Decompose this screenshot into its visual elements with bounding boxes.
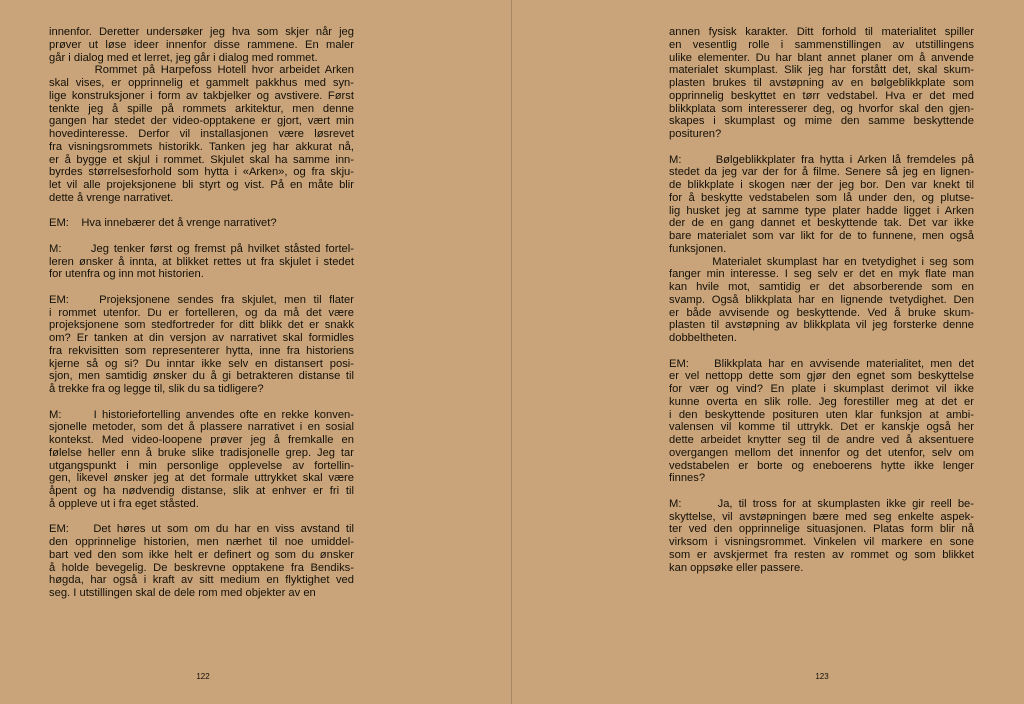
text-line: dobbeltheten. xyxy=(669,332,737,344)
paragraph-gap xyxy=(49,396,354,409)
text-line: opprinnelig beskyttet en tørr vedstabel. Hva er det med xyxy=(669,89,974,102)
page-gutter xyxy=(511,0,512,704)
text-line: Materialet skumplast har en tvetydighet i seg som xyxy=(669,255,974,268)
right-page-number: 123 xyxy=(815,672,829,681)
text-line: å oppleve ut i fra eget ståsted. xyxy=(49,497,199,510)
text-line: ter ved den opprinnelige situasjonen. Platas form blir nå xyxy=(669,523,974,536)
text-line: plasten til avstøpning av blikkplata vil jeg forsterke denne xyxy=(669,319,974,332)
right-page xyxy=(513,0,1024,704)
paragraph-gap xyxy=(49,230,354,243)
paragraph-gap xyxy=(49,205,354,218)
text-line: tenkte jeg å spille på rommets arkitektur, men denne xyxy=(49,102,354,115)
text-line: kontekst. Med video-loopene prøver jeg å fremkalle en xyxy=(49,434,354,446)
text-line: let vil alle projeksjonene bli styrt og vist. På en måte blir xyxy=(49,179,354,191)
text-line: skapes i skumplast og mime den samme beskyttende xyxy=(669,115,974,128)
text-line: seg. I utstillingen skal de dele rom med objekter av en xyxy=(49,587,316,599)
text-line: gangen har stedet der video-opptakene er gjort, vært min xyxy=(49,115,354,128)
paragraph-gap xyxy=(669,141,974,154)
text-line: skal vises, er opprinnelig et gammelt pakkhus med syn- xyxy=(49,77,354,89)
text-line: å trekke fra og legge til, slik du sa tidligere? xyxy=(49,383,264,395)
text-line: for vær og vind? En plate i skumplast derimot vil ikke xyxy=(669,383,974,395)
text-line: dette å vrenge narrativet. xyxy=(49,191,174,204)
paragraph-gap xyxy=(49,511,354,524)
text-line: vedstabelen er borte og eneboerens hytte ikke lenger xyxy=(669,459,974,472)
text-line: sjonelle metoder, som det å plassere narrativet i en sosial xyxy=(49,421,354,434)
left-page xyxy=(0,0,511,704)
text-line: kjerne så og si? Du inntar ikke selv en distansert posi- xyxy=(49,357,354,370)
left-page-text xyxy=(49,26,354,600)
text-line: kunne overta en slik rolle. Jeg forestiller meg at det er xyxy=(669,395,974,408)
text-line: fra rekvisitten som representerer hytta, inne fra historiens xyxy=(49,344,354,357)
text-line: kan oppsøke eller passere. xyxy=(669,561,804,574)
text-line: annen fysisk karakter. Ditt forhold til materialitet spiller xyxy=(669,26,974,38)
text-line: ulike elementer. Du har blant annet planer om å anvende xyxy=(669,51,974,64)
text-line: bart ved den som ikke helt er definert og som du ønsker xyxy=(49,548,354,561)
text-line: for utenfra og inn mot historien. xyxy=(49,268,204,281)
paragraph-gap xyxy=(669,485,974,498)
text-line: er vel nettopp dette som gjør den egnet som beskyttelse xyxy=(669,370,974,383)
text-line: dette arbeidet knytter seg til de andre ved å aksentuere xyxy=(669,434,974,446)
text-line: kan hvile mot, samtidig er det absorberende som en xyxy=(669,281,974,293)
text-line: materialet skumplast. Slik jeg har forstått det, skal skum- xyxy=(669,64,974,77)
text-line: plasten brukes til avstøpning av en bølgeblikkplate som xyxy=(669,77,974,89)
text-line: EM: Blikkplata har en avvisende materialitet, men det xyxy=(669,357,974,370)
text-line: overgangen mellom det innenfor og det utenfor, selv om xyxy=(669,446,974,459)
text-line: lig husket jeg at samme type plater hadde ligget i Arken xyxy=(669,204,974,217)
text-line: byrdes størrelsesforhold som hytta i «Arken», og fra skju- xyxy=(49,166,354,179)
text-line: M: Bølgeblikkplater fra hytta i Arken lå fremdeles på xyxy=(669,153,974,166)
text-line: om? Er tanken at din versjon av narrativet skal formidles xyxy=(49,332,354,344)
text-line: utgangspunkt i min personlige opplevelse av fortellin- xyxy=(49,459,354,472)
text-line: stedet da jeg var der for å filme. Senere så jeg en lignen- xyxy=(669,166,974,179)
text-line: åpent og ha nødvendig distanse, slik at enhver er fri til xyxy=(49,485,354,497)
paragraph-gap xyxy=(669,345,974,358)
text-line: bare materialet som var likt for de to funnene, men også xyxy=(669,230,974,242)
text-line: skyttelse, vil avstøpningen bære med seg enkelte aspek- xyxy=(669,510,974,523)
text-line: den opprinnelige historien, men nærhet til noe umiddel- xyxy=(49,536,354,548)
text-line: prøver ut løse ideer innenfor disse rammene. En maler xyxy=(49,38,354,51)
text-line: funksjonen. xyxy=(669,242,727,255)
text-line: som er avskjermet fra resten av rommet og som blikket xyxy=(669,548,974,561)
text-line: fra visningsrommets historikk. Tanken jeg har akkurat nå, xyxy=(49,140,354,153)
text-line: Rommet på Harpefoss Hotell hvor arbeidet Arken xyxy=(49,64,354,77)
right-page-text xyxy=(669,26,974,574)
text-line: høgda, har også i kraft av sitt medium en flyktighet ved xyxy=(49,574,354,587)
text-line: for å beskytte vedstabelen som lå under den, og plutse- xyxy=(669,191,974,204)
text-line: EM: Det høres ut som om du har en viss avstand til xyxy=(49,523,354,536)
text-line: blikkplata som interesserer deg, og hvorfor skal den gjen- xyxy=(669,102,974,115)
paragraph-gap xyxy=(49,281,354,294)
text-line: der de en gang dannet et beskyttende tak. Det var ikke xyxy=(669,217,974,230)
left-page-number: 122 xyxy=(196,672,210,681)
text-line: EM: Projeksjonene sendes fra skjulet, men til flater xyxy=(49,293,354,306)
text-line: er både avvisende og beskyttende. Ved å bruke skum- xyxy=(669,306,974,319)
text-line: M: I historiefortelling anvendes ofte en rekke konven- xyxy=(49,408,354,421)
text-line: er å bygge et skjul i rommet. Skjulet skal ha samme inn- xyxy=(49,153,354,166)
text-line: i rommet utenfor. Du er fortelleren, og da må det være xyxy=(49,306,354,319)
text-line: innenfor. Deretter undersøker jeg hva som skjer når jeg xyxy=(49,26,354,38)
text-line: virksom i visningsrommet. Vinkelen vil markere en sone xyxy=(669,536,974,548)
text-line: en vesentlig rolle i sammenstillingen av utstillingens xyxy=(669,38,974,51)
text-line: svamp. Også blikkplata har en lignende tvetydighet. Den xyxy=(669,293,974,306)
text-line: sjon, men samtidig ønsker du å gi betrakteren distanse til xyxy=(49,370,354,383)
text-line: posituren? xyxy=(669,128,722,140)
text-line: M: Ja, til tross for at skumplasten ikke gir reell be- xyxy=(669,497,974,510)
text-line: gen, likevel ønsker jeg at det formale uttrykket skal være xyxy=(49,472,354,485)
text-line: å holde bevegelig. De beskrevne opptakene fra Bendiks- xyxy=(49,561,354,574)
text-line: projeksjonene som stedfortreder for ditt blikk det er snakk xyxy=(49,319,354,332)
text-line: fanger min interesse. I seg selv er det en myk flate man xyxy=(669,268,974,281)
text-line: hovedinteresse. Derfor vil installasjonen være løsrevet xyxy=(49,128,354,140)
text-line: de blikkplate i skogen nær der jeg bor. Den var knekt til xyxy=(669,179,974,191)
text-line: finnes? xyxy=(669,472,706,485)
text-line: EM: Hva innebærer det å vrenge narrativet? xyxy=(49,217,277,230)
text-line: i den beskyttende posituren uten klar funksjon at ambi- xyxy=(669,408,974,421)
text-line: følelse heller enn å bruke slike tradisjonelle grep. Jeg tar xyxy=(49,446,354,459)
text-line: valensen vil komme til uttrykk. Det er kanskje også her xyxy=(669,421,974,434)
text-line: leren ønsker å innta, at blikket rettes ut fra skjulet i stedet xyxy=(49,255,354,268)
text-line: går i dialog med et lerret, jeg går i dialog med rommet. xyxy=(49,51,318,64)
text-line: lige konstruksjoner i form av takbjelker og avstivere. Først xyxy=(49,89,354,102)
text-line: M: Jeg tenker først og fremst på hvilket ståsted fortel- xyxy=(49,242,354,255)
